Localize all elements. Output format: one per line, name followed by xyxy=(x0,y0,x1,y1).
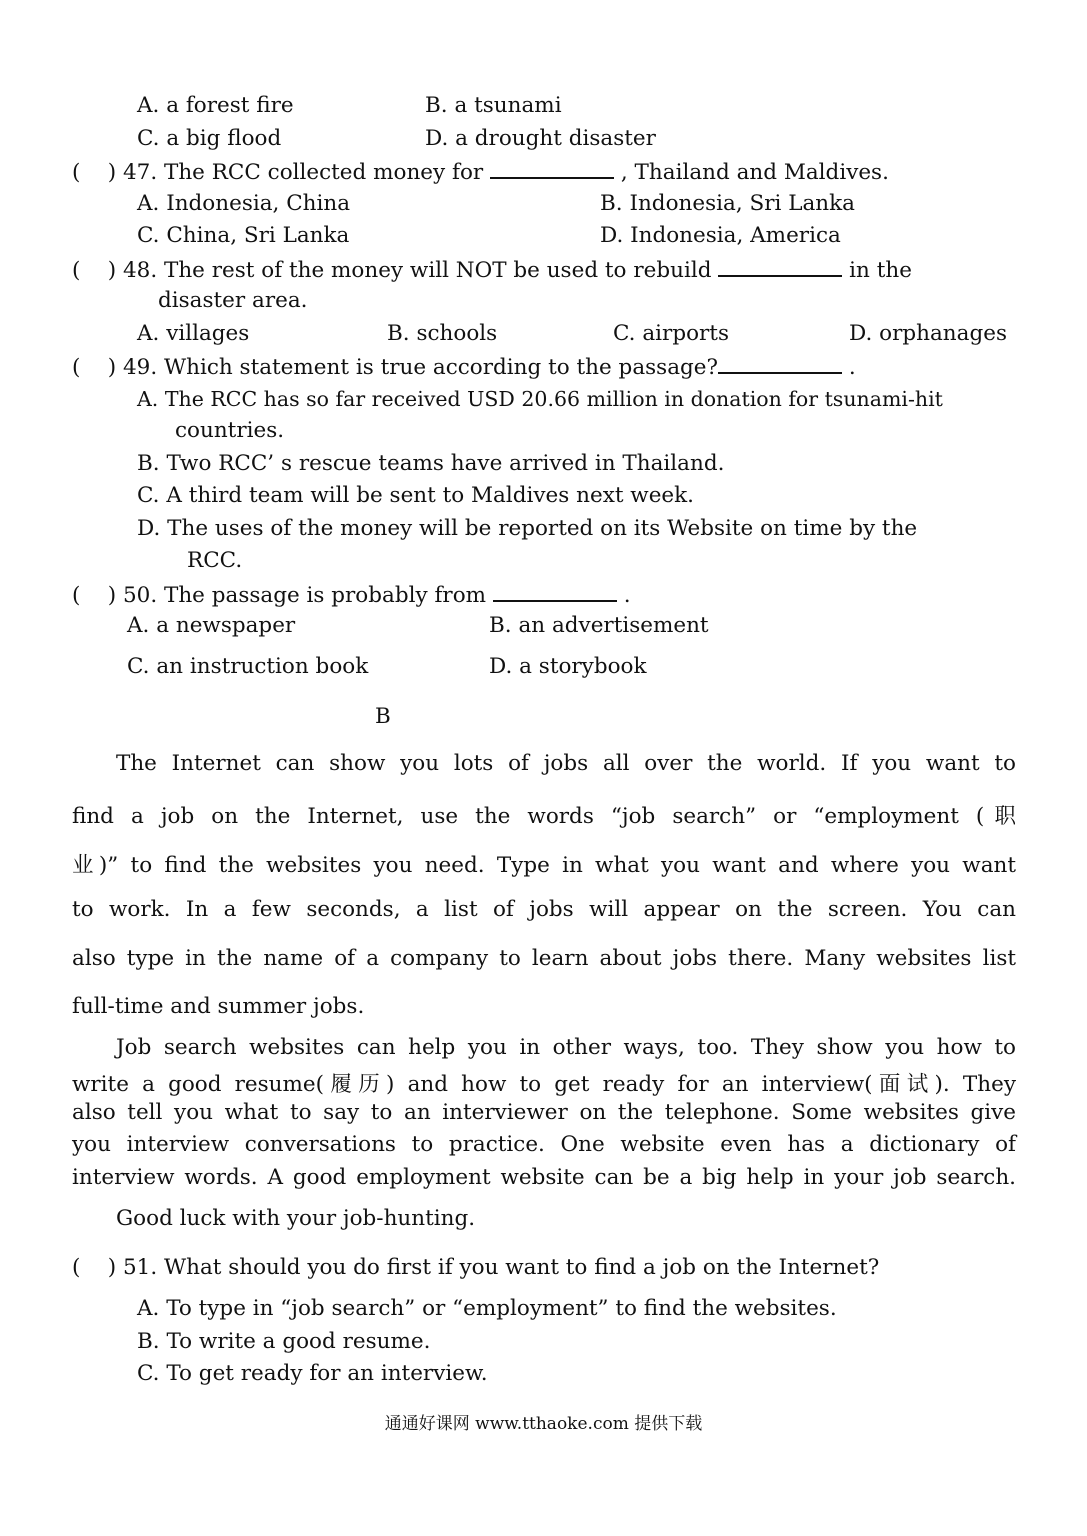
q47-stem-end: , Thailand and Maldives. xyxy=(620,160,889,185)
q49-option-d: D. The uses of the money will be reported on its Website on time by the xyxy=(137,516,918,541)
passage-line: find a job on the Internet, use the words “job search” or “employment (职 xyxy=(72,804,1016,829)
passage-line: also type in the name of a company to learn about jobs there. Many websites list xyxy=(72,946,1016,971)
q48-option-b: B. schools xyxy=(387,321,498,346)
q47-option-c: C. China, Sri Lanka xyxy=(137,223,350,248)
q49-option-b: B. Two RCC’ s rescue teams have arrived in Thailand. xyxy=(137,451,725,476)
q50-stem-end: . xyxy=(623,583,631,608)
q50-option-a: A. a newspaper xyxy=(127,613,296,638)
q47-option-d: D. Indonesia, America xyxy=(600,223,841,248)
q50-stem: 50. The passage is probably from xyxy=(122,583,487,608)
q51-option-b: B. To write a good resume. xyxy=(137,1329,431,1354)
passage-line: The Internet can show you lots of jobs all over the world. If you want to xyxy=(116,751,1016,776)
q51-option-c: C. To get ready for an interview. xyxy=(137,1361,488,1386)
q47-stem: 47. The RCC collected money for xyxy=(122,160,484,185)
question-47 xyxy=(72,157,889,187)
q49-option-a: A. The RCC has so far received USD 20.66 million in donation for tsunami-hit xyxy=(137,387,943,411)
passage-line: full-time and summer jobs. xyxy=(72,994,365,1019)
q50-blank xyxy=(493,580,617,602)
q48-stem-end: in the xyxy=(849,258,912,283)
q50-option-b: B. an advertisement xyxy=(489,613,709,638)
q49-stem: 49. Which statement is true according to the passage? xyxy=(122,355,719,380)
q48-option-a: A. villages xyxy=(137,321,250,346)
q49-stem-end: . xyxy=(848,355,856,380)
passage-line: Good luck with your job-hunting. xyxy=(116,1206,476,1231)
q51-stem: 51. What should you do first if you want to find a job on the Internet? xyxy=(122,1255,880,1280)
q49-option-c: C. A third team will be sent to Maldives next week. xyxy=(137,483,695,508)
q49-option-a-cont: countries. xyxy=(175,418,285,443)
answer-paren[interactable]: ( ) xyxy=(72,355,117,380)
q51-option-a: A. To type in “job search” or “employment” to find the websites. xyxy=(137,1296,837,1321)
q47-option-b: B. Indonesia, Sri Lanka xyxy=(600,191,855,216)
question-49 xyxy=(72,352,856,382)
passage-line: Job search websites can help you in other ways, too. They show you how to xyxy=(116,1035,1016,1060)
q47-option-a: A. Indonesia, China xyxy=(137,191,351,216)
q49-blank xyxy=(718,352,842,374)
passage-line: also tell you what to say to an interviewer on the telephone. Some websites give xyxy=(72,1100,1016,1125)
q46-option-a: A. a forest fire xyxy=(137,93,294,118)
passage-line: write a good resume(履历) and how to get ready for an interview(面试). They xyxy=(72,1072,1016,1097)
question-50 xyxy=(72,580,631,610)
q48-option-d: D. orphanages xyxy=(849,321,1007,346)
passage-line: to work. In a few seconds, a list of jobs will appear on the screen. You can xyxy=(72,897,1016,922)
q50-option-d: D. a storybook xyxy=(489,654,647,679)
passage-line: 业)” to find the websites you need. Type in what you want and where you want xyxy=(72,853,1016,878)
q50-option-c: C. an instruction book xyxy=(127,654,369,679)
passage-line: interview words. A good employment website can be a big help in your job search. xyxy=(72,1165,1016,1190)
question-51 xyxy=(72,1254,879,1282)
q48-stem-cont: disaster area. xyxy=(158,288,308,313)
answer-paren[interactable]: ( ) xyxy=(72,1255,117,1280)
q48-stem: 48. The rest of the money will NOT be used to rebuild xyxy=(122,258,712,283)
passage-line: you interview conversations to practice. One website even has a dictionary of xyxy=(72,1132,1016,1157)
answer-paren[interactable]: ( ) xyxy=(72,583,117,608)
q46-option-b: B. a tsunami xyxy=(425,93,562,118)
q46-option-d: D. a drought disaster xyxy=(425,126,656,151)
q47-blank xyxy=(490,157,614,179)
q49-option-d-cont: RCC. xyxy=(187,548,243,573)
question-48 xyxy=(72,255,912,285)
answer-paren[interactable]: ( ) xyxy=(72,160,117,185)
q46-option-c: C. a big flood xyxy=(137,126,282,151)
page-footer: 通通好课网 www.tthaoke.com 提供下载 xyxy=(384,1414,703,1434)
q48-option-c: C. airports xyxy=(613,321,729,346)
q48-blank xyxy=(718,255,842,277)
answer-paren[interactable]: ( ) xyxy=(72,258,117,283)
section-heading: B xyxy=(375,704,391,729)
